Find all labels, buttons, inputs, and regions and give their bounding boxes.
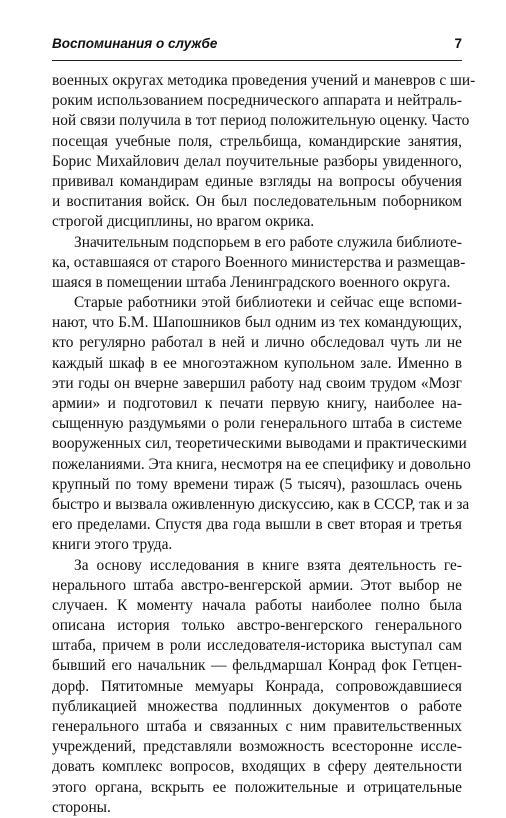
text-line: его пределами. Спустя два года вышли в свет вторая и третья xyxy=(52,516,462,534)
text-line: нерального штаба австро-венгерской армии. Этот выбор не xyxy=(52,576,462,594)
text-line: быстро и вызвала оживленную дискуссию, как в СССР, так и за xyxy=(52,495,470,513)
running-title: Воспоминания о службе xyxy=(52,36,218,51)
text-line: крупный по тому времени тираж (5 тысяч), разошлась очень xyxy=(52,475,462,493)
text-line: нают, что Б.М. Шапошников был одним из тех командующих, xyxy=(52,314,462,332)
text-line: Значительным подспорьем в его работе служила библиоте- xyxy=(74,233,462,251)
page-number: 7 xyxy=(454,36,462,51)
text-line: строгой дисциплины, но врагом окрика. xyxy=(52,213,315,231)
text-line: стороны. xyxy=(52,798,111,816)
text-line: штаба, причем в роли исследователя-историка выступал сам xyxy=(52,637,462,655)
text-line: дорф. Пятитомные мемуары Конрада, сопровождавшиеся xyxy=(52,677,462,695)
running-header xyxy=(52,36,462,56)
text-line: роким использованием посреднического аппарата и нейтраль- xyxy=(52,92,462,110)
text-line: шаяся в помещении штаба Ленинградского военного округа. xyxy=(52,273,451,291)
text-line: прививал командирам единые взгляды на вопросы обучения xyxy=(52,172,462,190)
text-line: публикацией множества подлинных документов о работе xyxy=(52,697,462,715)
text-line: книги этого труда. xyxy=(52,536,173,554)
text-line: Старые работники этой библиотеки и сейчас еще вспоми- xyxy=(74,294,462,312)
paragraph xyxy=(52,233,466,294)
text-line: довать комплекс вопросов, входящих в сферу деятельности xyxy=(52,758,462,776)
paragraph xyxy=(52,71,476,233)
paragraph xyxy=(52,556,462,818)
text-line: учреждений, представляли возможность всесторонне иссле- xyxy=(52,738,462,756)
text-line: армии» и подготовил к печати первую книгу, наиболее на- xyxy=(52,395,462,412)
paragraph xyxy=(52,293,471,555)
text-line: описана история только австро-венгерского генерального xyxy=(52,617,462,635)
text-line: сыщенную раздумьями о роли генерального штаба в системе xyxy=(52,415,462,433)
text-line: случаен. К моменту начала работы наиболее полно была xyxy=(52,596,462,614)
text-line: ной связи получила в тот период положительную оценку. Часто xyxy=(52,112,470,130)
text-line: каждый шкаф в ее многоэтажном купольном зале. Именно в xyxy=(52,354,462,372)
text-line: бывший его начальник — фельдмаршал Конрад фок Гетцен- xyxy=(52,657,462,675)
body-text xyxy=(52,71,476,818)
header-rule xyxy=(52,60,462,61)
text-line: военных округах методика проведения учений и маневров с ши- xyxy=(52,72,476,89)
text-line: пожеланиями. Эта книга, несмотря на ее специфику и довольно xyxy=(52,455,471,473)
text-line: кто регулярно работал в ней и лично обследовал чуть ли не xyxy=(52,334,462,352)
text-line: ка, оставшаяся от старого Военного министерства и размещав- xyxy=(52,253,466,271)
text-line: этого органа, вскрыть ее положительные и отрицательные xyxy=(52,778,462,796)
text-line: эти годы он вчерне завершил работу над своим трудом «Мозг xyxy=(52,374,462,392)
text-line: и воспитания войск. Он был последовательным поборником xyxy=(52,193,462,211)
text-line: генерального штаба и связанных с ним правительственных xyxy=(52,718,462,735)
text-line: За основу исследования в книге взята деятельность ге- xyxy=(74,556,462,574)
text-line: вооруженных сил, теоретическими выводами и практическими xyxy=(52,435,467,453)
text-line: посещая учебные поля, стрельбища, командирские занятия, xyxy=(52,132,462,150)
text-line: Борис Михайлович делал поучительные разборы увиденного, xyxy=(52,152,462,170)
